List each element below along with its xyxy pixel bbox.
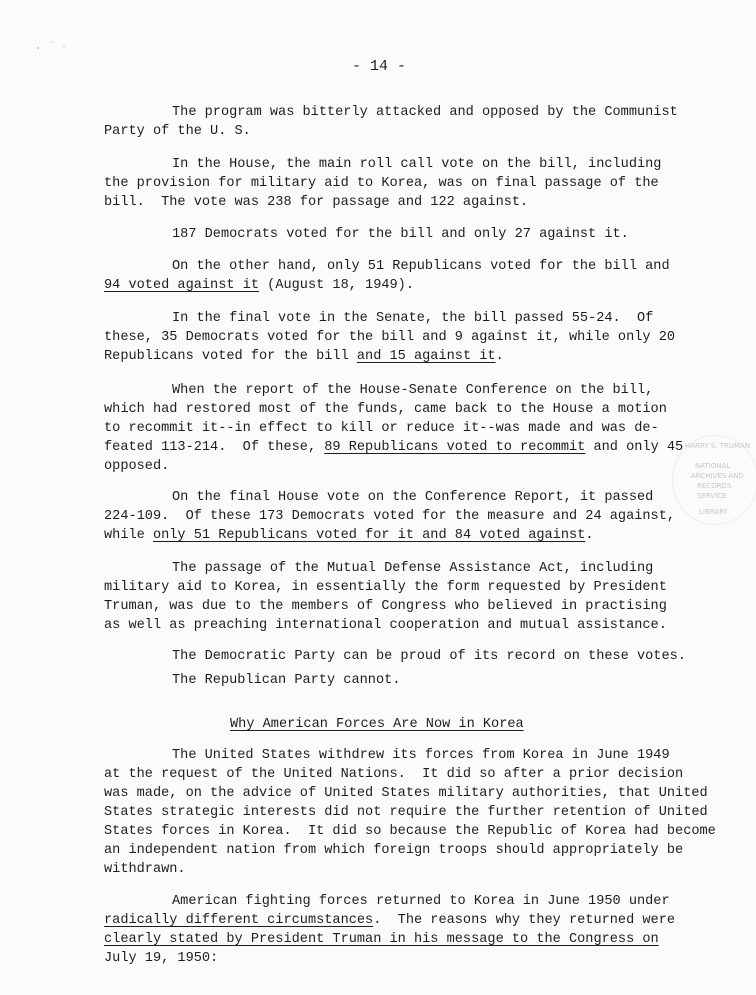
para-8-line-3: Truman, was due to the members of Congress who believed in practising [104,599,667,614]
para-4-line-1: On the other hand, only 51 Republicans voted for the bill and [172,259,670,274]
para-2-line-2: the provision for military aid to Korea, was on final passage of the [104,176,659,191]
para-8-line-1: The passage of the Mutual Defense Assistance Act, including [172,561,654,576]
para-6-line-3: to recommit it--in effect to kill or reduce it--was made and was de- [104,421,659,436]
para-11-line-3: was made, on the advice of United States military authorities, that United [104,786,708,801]
text-run: Republicans voted for the bill [104,349,357,364]
text-run: while [104,528,153,543]
text-run: (August 18, 1949). [259,278,414,293]
para-10-line-1: The Republican Party cannot. [172,673,401,688]
section-heading: Why American Forces Are Now in Korea [230,717,524,732]
para-12-line-4: July 19, 1950: [104,951,219,966]
text-run: . [495,349,504,364]
underlined-phrase: and 15 against it [356,349,496,364]
para-11-line-5: States forces in Korea. It did so because the Republic of Korea had become [104,824,716,839]
para-6-line-1: When the report of the House-Senate Conference on the bill, [172,383,654,398]
para-5-line-1: In the final vote in the Senate, the bill passed 55-24. Of [172,311,654,326]
stamp-text: SERVICE [697,492,727,500]
margin-marks [30,30,90,90]
stamp-text: RECORDS [697,482,732,490]
para-6-line-5: opposed. [104,459,170,474]
para-2-line-1: In the House, the main roll call vote on the bill, including [172,157,662,172]
text-run: . [585,528,594,543]
para-7-line-2: 224-109. Of these 173 Democrats voted for the measure and 24 against, [104,509,676,524]
underlined-phrase: 89 Republicans voted to recommit [324,440,586,455]
para-11-line-4: States strategic interests did not require the further retention of United [104,805,708,820]
page-number: - 14 - [352,58,407,75]
para-12-line-1: American fighting forces returned to Korea in June 1950 under [172,894,670,909]
para-1-line-2: Party of the U. S. [104,124,251,139]
para-2-line-3: bill. The vote was 238 for passage and 122 against. [104,195,529,210]
text-run: . The reasons why they returned were [373,913,676,928]
para-4-line-2 [104,277,414,296]
para-5-line-2: these, 35 Democrats voted for the bill and 9 against it, while only 20 [104,330,676,345]
para-6-line-4 [104,439,683,458]
underlined-phrase: 94 voted against it [104,278,259,293]
para-11-line-6: an independent nation from which foreign troops should appropriately be [104,843,684,858]
para-5-line-3 [104,348,504,367]
stamp-text: LIBRARY [699,508,728,516]
para-3-line-1: 187 Democrats voted for the bill and only 27 against it. [172,227,629,242]
para-11-line-7: withdrawn. [104,862,186,877]
para-7-line-1: On the final House vote on the Conference Report, it passed [172,490,654,505]
para-11-line-1: The United States withdrew its forces from Korea in June 1949 [172,748,670,763]
underlined-phrase: only 51 Republicans voted for it and 84 voted against [152,528,586,543]
stamp-text: HARRY S. TRUMAN [685,442,751,450]
stamp-text: NATIONAL [695,462,731,470]
text-run: and only 45 [585,440,684,455]
para-6-line-2: which had restored most of the funds, came back to the House a motion [104,402,667,417]
archive-stamp-seal [672,435,756,525]
para-8-line-4: as well as preaching international cooperation and mutual assistance. [104,618,667,633]
para-9-line-1: The Democratic Party can be proud of its record on these votes. [172,649,686,664]
para-8-line-2: military aid to Korea, in essentially the form requested by President [104,580,667,595]
para-7-line-3 [104,527,593,546]
para-11-line-2: at the request of the United Nations. It did so after a prior decision [104,767,684,782]
para-1-line-1: The program was bitterly attacked and opposed by the Communist [172,105,678,120]
stamp-text: ARCHIVES AND [691,472,744,480]
text-run: feated 113-214. Of these, [104,440,325,455]
para-12-line-2 [104,912,675,931]
underlined-phrase: radically different circumstances [104,913,374,928]
para-12-line-3: clearly stated by President Truman in his message to the Congress on [104,932,659,947]
